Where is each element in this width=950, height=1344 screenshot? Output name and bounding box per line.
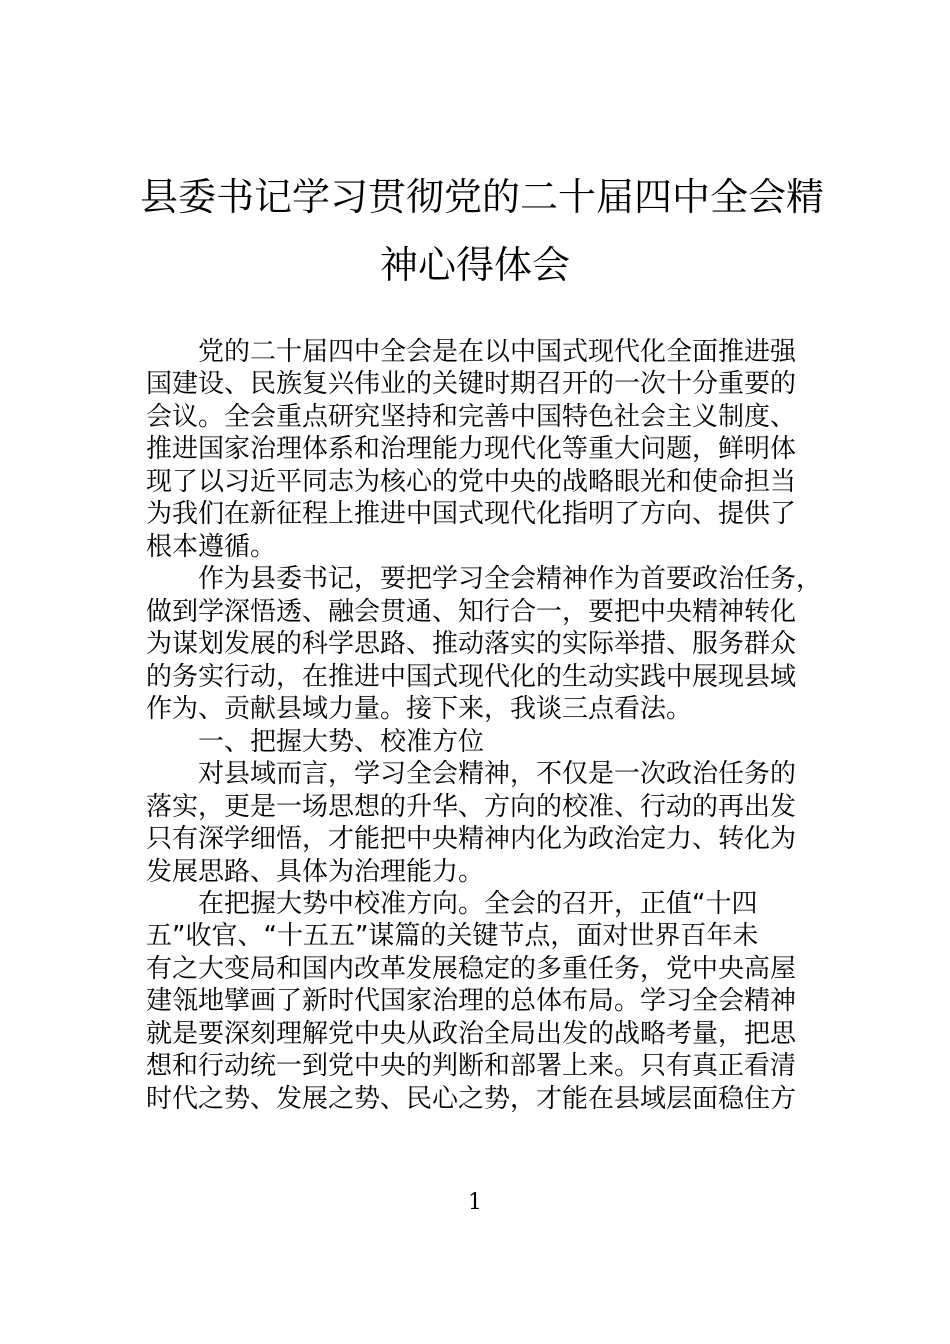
body-line: 落实，更是一场思想的升华、方向的校准、行动的再出发 (146, 791, 797, 822)
body-line: 对县域而言，学习全会精神，不仅是一次政治任务的 (198, 759, 797, 790)
body-line: 的务实行动，在推进中国式现代化的生动实践中展现县域 (146, 661, 797, 692)
body-line: 作为县委书记，要把学习全会精神作为首要政治任务， (198, 564, 823, 595)
body-line: 时代之势、发展之势、民心之势，才能在县域层面稳住方 (146, 1083, 797, 1114)
document-title-line-2: 神心得体会 (379, 243, 570, 287)
page-number: 1 (468, 1190, 482, 1215)
body-line: 作为、贡献县域力量。接下来，我谈三点看法。 (146, 694, 693, 725)
document-title-line-1: 县委书记学习贯彻党的二十届四中全会精 (140, 175, 825, 219)
body-line: 根本遵循。 (146, 531, 277, 562)
body-line: 国建设、民族复兴伟业的关键时期召开的一次十分重要的 (146, 369, 797, 400)
body-line: 五”收官、“十五五”谋篇的关键节点，面对世界百年未 (146, 921, 759, 952)
body-line: 就是要深刻理解党中央从政治全局出发的战略考量，把思 (146, 1018, 797, 1049)
body-line: 一、把握大势、校准方位 (198, 726, 485, 757)
body-line: 发展思路、具体为治理能力。 (146, 856, 485, 887)
body-line: 只有深学细悟，才能把中央精神内化为政治定力、转化为 (146, 824, 797, 855)
body-line: 在把握大势中校准方向。全会的召开，正值“十四 (198, 888, 758, 919)
body-line: 推进国家治理体系和治理能力现代化等重大问题，鲜明体 (146, 434, 797, 465)
document-body (146, 336, 836, 1115)
body-line: 现了以习近平同志为核心的党中央的战略眼光和使命担当 (146, 466, 797, 497)
body-line: 想和行动统一到党中央的判断和部署上来。只有真正看清 (146, 1051, 797, 1082)
body-line: 党的二十届四中全会是在以中国式现代化全面推进强 (198, 337, 797, 367)
body-line: 建瓴地擘画了新时代国家治理的总体布局。学习全会精神 (146, 986, 797, 1017)
body-line: 为谋划发展的科学思路、推动落实的实际举措、服务群众 (146, 629, 797, 660)
body-line: 有之大变局和国内改革发展稳定的多重任务，党中央高屋 (146, 953, 797, 984)
body-line: 做到学深悟透、融会贯通、知行合一，要把中央精神转化 (146, 596, 797, 627)
body-line: 会议。全会重点研究坚持和完善中国特色社会主义制度、 (146, 401, 797, 432)
body-line: 为我们在新征程上推进中国式现代化指明了方向、提供了 (146, 499, 797, 530)
